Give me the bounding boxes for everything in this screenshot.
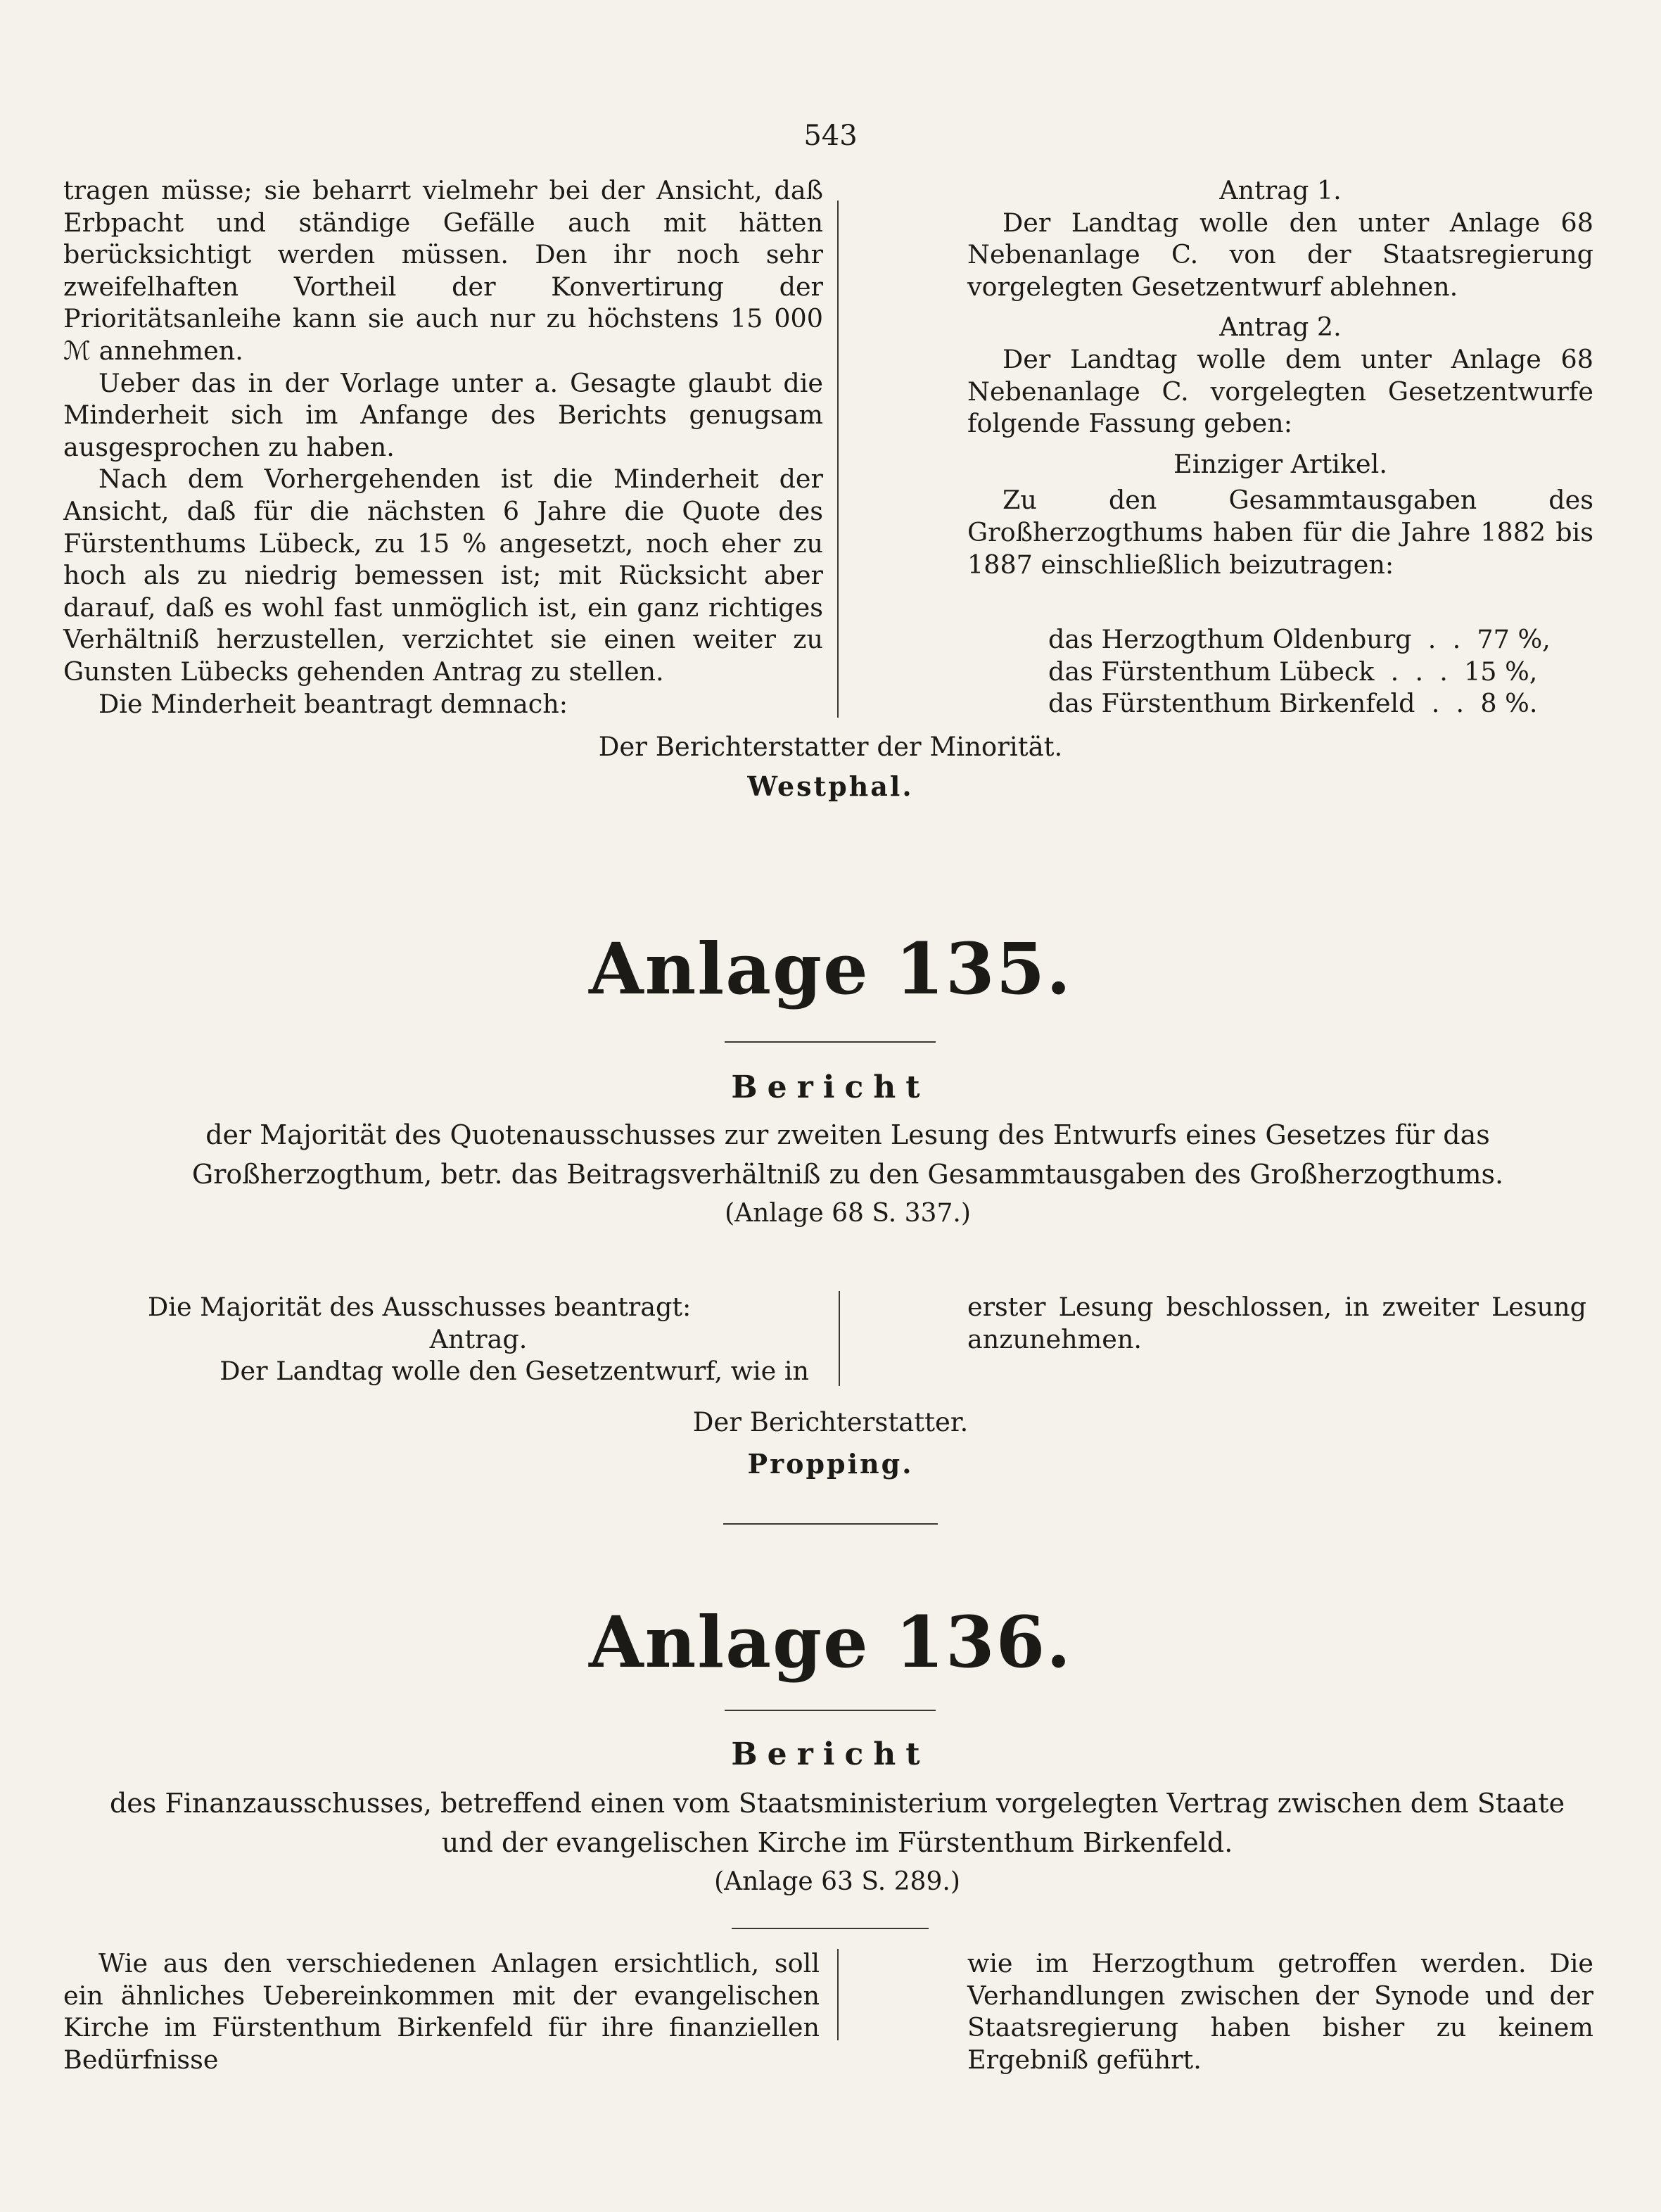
divider	[725, 1041, 936, 1043]
minority-left-column	[63, 174, 823, 720]
paragraph: Der Landtag wolle den Gesetzentwurf, wie in	[219, 1356, 809, 1387]
divider	[725, 1710, 936, 1711]
list-item: das Fürstenthum Birkenfeld . . 8 %.	[1048, 688, 1538, 719]
artikel-heading: Einziger Artikel.	[1173, 448, 1387, 479]
bericht-heading: Bericht	[731, 1736, 930, 1772]
anlage-136-title: Anlage 136.	[589, 1601, 1072, 1684]
paragraph: Die Majorität des Ausschusses beantragt:	[148, 1292, 692, 1322]
minority-right-column	[967, 174, 1593, 580]
column-divider	[837, 1949, 839, 2040]
minority-reporter-name: Westphal.	[747, 770, 914, 802]
paragraph: wie im Herzogthum getroffen werden. Die Verhandlungen zwischen der Synode und der Staatsregierung haben bisher zu keinem Ergebniß geführt.	[967, 1948, 1593, 2075]
antrag2-heading: Antrag 2.	[1219, 312, 1342, 343]
column-divider	[837, 201, 839, 718]
column-divider	[839, 1291, 840, 1386]
list-item: das Herzogthum Oldenburg . . 77 %,	[1048, 624, 1551, 654]
divider	[723, 1523, 938, 1525]
page-number: 543	[803, 120, 858, 152]
contribution-list	[1048, 623, 1551, 720]
antrag-heading: Antrag.	[429, 1323, 528, 1354]
divider	[732, 1928, 929, 1929]
anlage-135-reporter-label: Der Berichterstatter.	[692, 1407, 969, 1437]
paragraph: Wie aus den verschiedenen Anlagen ersichtlich, soll ein ähnliches Uebereinkommen mit der evangelischen Kirche im Fürstenthum Birkenfeld für ihre finanziellen Bedürfnisse	[63, 1948, 820, 2075]
list-item: das Fürstenthum Lübeck . . . 15 %,	[1048, 656, 1538, 687]
anlage-135-title: Anlage 135.	[589, 927, 1072, 1010]
minority-reporter-label: Der Berichterstatter der Minorität.	[598, 732, 1063, 762]
anlage-136-left-column	[63, 1947, 820, 2076]
paragraph: Ueber das in der Vorlage unter a. Gesagte glaubt die Minderheit sich im Anfange des Berichts genugsam ausgesprochen zu haben.	[63, 367, 823, 462]
antrag1-text: Der Landtag wolle den unter Anlage 68 Nebenanlage C. von der Staatsregierung vorgelegten Gesetzentwurf ablehnen.	[967, 207, 1593, 302]
anlage-135-subject: der Majorität des Quotenausschusses zur zweiten Lesung des Entwurfs eines Gesetzes für das Großherzogthum, betr. das Beitragsverhältniß zu den Gesammtausgaben des Großherzogthums. (Anlage 68 S. 337.)	[191, 1119, 1504, 1228]
artikel-text: Zu den Gesammtausgaben des Großherzogthums haben für die Jahre 1882 bis 1887 einschließlich beizutragen:	[967, 485, 1593, 580]
antrag1-heading: Antrag 1.	[1219, 175, 1342, 205]
paragraph: tragen müsse; sie beharrt vielmehr bei der Ansicht, daß Erbpacht und ständige Gefälle auch mit hätten berücksichtigt werden müssen. Den ihr noch sehr zweifelhaften Vortheil der Konvertirung der Prioritätsanleihe kann sie auch nur zu höchstens 15 000 ℳ annehmen.	[63, 175, 823, 366]
paragraph: Die Minderheit beantragt demnach:	[98, 688, 568, 719]
paragraph: Nach dem Vorhergehenden ist die Minderheit der Ansicht, daß für die nächsten 6 Jahre die Quote des Fürstenthums Lübeck, zu 15 % angesetzt, noch eher zu hoch als zu niedrig bemessen ist; mit Rücksicht aber darauf, daß es wohl fast unmöglich ist, ein ganz richtiges Verhältniß herzustellen, verzichtet sie einen weiter zu Gunsten Lübecks gehenden Antrag zu stellen.	[63, 464, 823, 687]
anlage-135-right-column	[967, 1291, 1586, 1355]
anlage-135-left-column	[148, 1291, 809, 1387]
antrag2-text: Der Landtag wolle dem unter Anlage 68 Nebenanlage C. vorgelegten Gesetzentwurfe folgende Fassung geben:	[967, 343, 1593, 439]
anlage-135-reporter-name: Propping.	[747, 1448, 914, 1480]
anlage-136-subject: des Finanzausschusses, betreffend einen vom Staatsministerium vorgelegten Vertrag zwischen dem Staate und der evangelischen Kirche im Fürstenthum Birkenfeld. (Anlage 63 S. 289.)	[109, 1788, 1565, 1896]
bericht-heading: Bericht	[731, 1069, 930, 1105]
paragraph: erster Lesung beschlossen, in zweiter Lesung anzunehmen.	[967, 1292, 1586, 1354]
anlage-136-right-column	[967, 1947, 1593, 2076]
